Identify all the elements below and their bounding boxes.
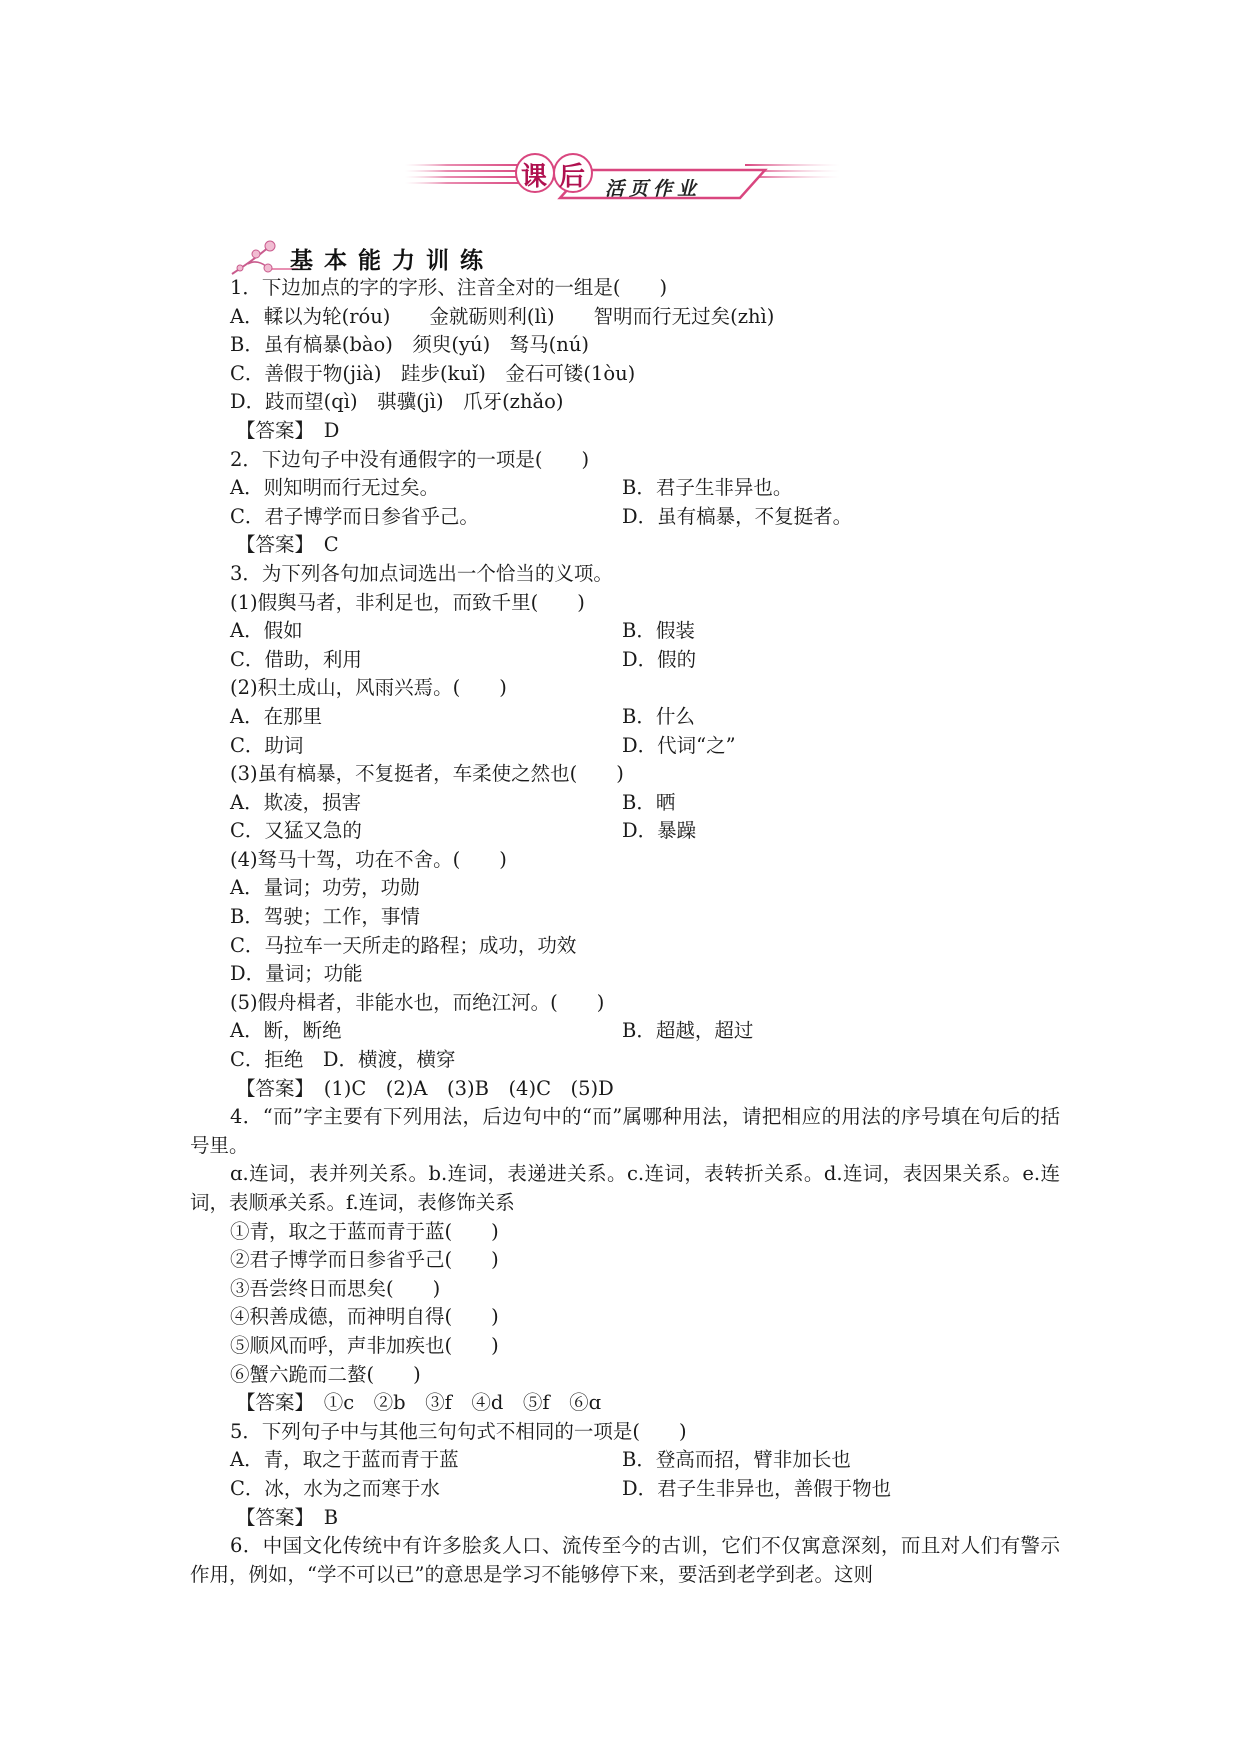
q3-sub2: (2)积土成山，风雨兴焉。( ) <box>230 676 507 700</box>
q1-option-d: D．跂而望(qì) 骐骥(jì) 爪牙(zhǎo) <box>230 390 564 414</box>
q1-answer: 【答案】 D <box>236 418 340 442</box>
q3-answer: 【答案】 (1)C (2)A (3)B (4)C (5)D <box>236 1076 614 1100</box>
q3-sub4-option-c: C．马拉车一天所走的路程；成功，功效 <box>230 933 577 957</box>
q4-item-5: ⑤顺风而呼，声非加疾也( ) <box>230 1333 499 1357</box>
q3-sub3-option-c: C．又猛又急的 <box>230 819 362 843</box>
q3-sub1-row-ab <box>190 617 1060 646</box>
q1-option-a: A．輮以为轮(róu) 金就砺则利(lì) 智明而行无过矣(zhì) <box>230 304 775 328</box>
banner-char-1: 课 <box>521 162 548 192</box>
q2-answer: 【答案】 C <box>236 533 339 557</box>
q3-sub3: (3)虽有槁暴，不复挺者，车柔使之然也( ) <box>230 762 624 786</box>
section-title: 基本能力训练 <box>290 247 494 274</box>
q3-sub1: (1)假舆马者，非利足也，而致千里( ) <box>230 590 585 614</box>
q4-item-4: ④积善成德，而神明自得( ) <box>230 1305 499 1329</box>
q4-usage-list: ɑ.连词，表并列关系。b.连词，表递进关系。c.连词，表转折关系。d.连词，表因果关系。e.连词，表顺承关系。f.连词，表修饰关系 <box>190 1162 1060 1214</box>
q4-stem: 4．“而”字主要有下列用法，后边句中的“而”属哪种用法，请把相应的用法的序号填在句后的括号里。 <box>190 1105 1060 1157</box>
q3-sub5-option-b: B．超越，超过 <box>622 1019 754 1043</box>
header-banner <box>405 150 840 220</box>
q6-stem: 6．中国文化传统中有许多脍炙人口、流传至今的古训，它们不仅寓意深刻，而且对人们有警示作用，例如，“学不可以已”的意思是学习不能够停下来，要活到老学到老。这则 <box>190 1534 1060 1586</box>
q3-sub4-option-a: A．量词；功劳，功勋 <box>230 876 420 900</box>
q2-stem: 2．下边句子中没有通假字的一项是( ) <box>230 447 590 471</box>
q3-sub5: (5)假舟楫者，非能水也，而绝江河。( ) <box>230 990 605 1014</box>
q2-option-b: B．君子生非异也。 <box>622 476 793 500</box>
q1-stem: 1．下边加点的字的字形、注音全对的一组是( ) <box>230 276 668 299</box>
q3-sub1-row-cd <box>190 646 1060 675</box>
q4-item-2: ②君子博学而日参省乎己( ) <box>230 1248 499 1272</box>
q3-sub1-option-b: B．假装 <box>622 619 695 643</box>
q3-sub2-option-c: C．助词 <box>230 733 304 757</box>
q2-option-a: A．则知明而行无过矣。 <box>230 476 440 500</box>
q3-sub4: (4)驽马十驾，功在不舍。( ) <box>230 847 507 871</box>
document-body <box>190 274 1060 1589</box>
q5-answer: 【答案】 B <box>236 1505 339 1529</box>
q5-option-a: A．青，取之于蓝而青于蓝 <box>230 1448 459 1472</box>
q3-sub4-option-d: D．量词；功能 <box>230 962 363 986</box>
q4-item-1: ①青，取之于蓝而青于蓝( ) <box>230 1219 499 1243</box>
q5-option-b: B．登高而招，臂非加长也 <box>622 1448 851 1472</box>
q3-sub3-option-b: B．晒 <box>622 790 676 814</box>
q2-option-d: D．虽有槁暴，不复挺者。 <box>622 504 853 528</box>
q3-sub4-option-b: B．驾驶；工作，事情 <box>230 905 420 929</box>
q4-item-6: ⑥蟹六跪而二螯( ) <box>230 1362 421 1386</box>
q5-option-d: D．君子生非异也，善假于物也 <box>622 1476 892 1500</box>
q3-sub3-row-cd <box>190 817 1060 846</box>
q3-sub5-option-a: A．断，断绝 <box>230 1019 342 1043</box>
q2-option-c: C．君子博学而日参省乎己。 <box>230 504 479 528</box>
section-header <box>228 238 528 278</box>
q3-sub1-option-d: D．假的 <box>622 647 697 671</box>
q3-sub3-option-d: D．暴躁 <box>622 819 697 843</box>
q5-option-c: C．冰，水为之而寒于水 <box>230 1476 440 1500</box>
q4-item-3: ③吾尝终日而思矣( ) <box>230 1276 441 1300</box>
plum-blossom-icon <box>228 238 298 278</box>
q3-sub2-row-cd <box>190 732 1060 761</box>
banner-subtitle: 活页作业 <box>605 178 702 200</box>
q1-option-c: C．善假于物(jià) 跬步(kuǐ) 金石可镂(1òu) <box>230 361 636 385</box>
q3-sub2-option-a: A．在那里 <box>230 704 323 728</box>
q5-stem: 5．下列句子中与其他三句句式不相同的一项是( ) <box>230 1419 687 1443</box>
q1-option-b: B．虽有槁暴(bào) 须臾(yú) 驽马(nú) <box>230 333 590 357</box>
q2-row-cd <box>190 503 1060 532</box>
q3-sub1-option-a: A．假如 <box>230 619 303 643</box>
q3-sub3-option-a: A．欺凌，损害 <box>230 790 362 814</box>
q5-row-ab <box>190 1446 1060 1475</box>
q3-sub2-row-ab <box>190 703 1060 732</box>
q3-sub5-row-ab <box>190 1017 1060 1046</box>
q3-sub2-option-b: B．什么 <box>622 704 695 728</box>
q2-row-ab <box>190 474 1060 503</box>
q3-sub5-option-cd: C．拒绝 D．横渡，横穿 <box>230 1048 456 1072</box>
banner-char-2: 后 <box>559 162 586 192</box>
q3-stem: 3．为下列各句加点词选出一个恰当的义项。 <box>230 561 613 585</box>
q3-sub1-option-c: C．借助，利用 <box>230 647 362 671</box>
q3-sub3-row-ab <box>190 789 1060 818</box>
q5-row-cd <box>190 1475 1060 1504</box>
q3-sub2-option-d: D．代词“之” <box>622 733 736 757</box>
q4-answer: 【答案】 ①c ②b ③f ④d ⑤f ⑥ɑ <box>236 1391 602 1415</box>
